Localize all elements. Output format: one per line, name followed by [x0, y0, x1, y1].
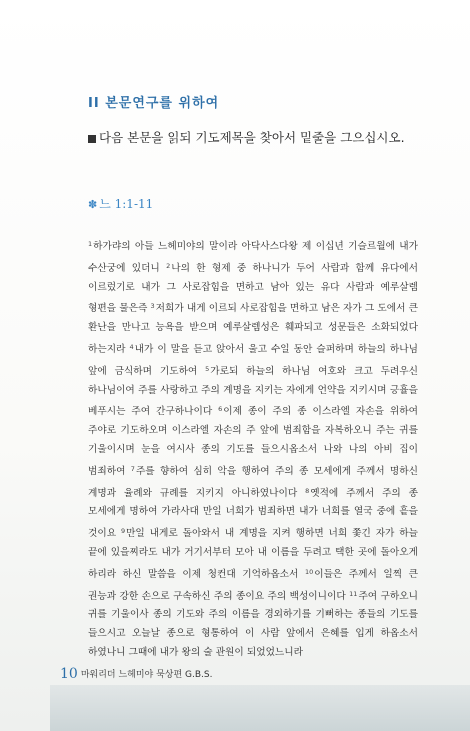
verse-number: 5	[205, 364, 210, 373]
scripture-passage	[88, 235, 418, 663]
scripture-reference	[88, 195, 153, 212]
verse-number: 2	[166, 261, 171, 270]
verse-text: 가로되 하늘의 하나님 여호와 크고 두려우신 하나님이여 주를 사랑하고 주의 계명을 지키는 자에게 언약을 지키시며 긍휼을 베푸시는 주여 간구하나이다	[88, 365, 418, 418]
instruction-line	[88, 128, 405, 146]
verse-text: 저희가 내게 이르되 사로잡힘을 면하고 남은 자가 그 도에서 큰 환난을 만나고 능욕을 받으며 예루살렘성은 훼파되고 성문들은 소화되었다 하는지라	[88, 303, 418, 355]
page-footer	[60, 666, 213, 682]
square-bullet-icon	[88, 135, 96, 143]
verse-number: 10	[304, 567, 314, 576]
verse-number: 4	[129, 342, 134, 351]
verse-text: 하가랴의 아들 느헤미야의 말이라 아닥사스다왕 제 이십년 기슬르월에 내가 수산궁에 있더니	[88, 241, 418, 274]
verse-number: 9	[120, 527, 126, 536]
footer-band	[50, 685, 470, 731]
verse-number: 8	[305, 486, 310, 495]
verse-text: 만일 내게로 돌아와서 내 계명을 지켜 행하면 너희 쫓긴 자가 하늘 끝에 있을찌라도 내가 거기서부터 모아 내 이름을 두려고 택한 곳에 돌아오게 하리라 하신 말씀을 이제 청컨대 기억하옵소서	[88, 528, 418, 580]
section-title: II 본문연구를 위하여	[88, 96, 220, 111]
verse-text: 이들은 주께서 일찍 큰 권능과 강한 손으로 구속하신 주의 종이요 주의 백성이니이다	[88, 568, 418, 602]
verse-number: 11	[349, 589, 358, 598]
verse-number: 1	[88, 240, 93, 248]
verse-text: 주를 향하여 심히 악을 행하여 주의 종 모세에게 주께서 명하신 계명과 율례와 규례를 지키지 아니하였나이다	[88, 465, 418, 499]
reference-text: 느 1:1-11	[99, 197, 154, 211]
verse-text: 이제 종이 주의 종 이스라엘 자손을 위하여 주야로 기도하오며 이스라엘 자손의 주 앞에 범죄함을 자복하오니 주는 귀를 기울이시며 눈을 여시사 종의 기도를 들으시옵소서 나와 나의 아비 집이 범죄하여	[88, 406, 418, 477]
verse-number: 6	[218, 405, 223, 414]
verse-text: 옛적에 주께서 주의 종 모세에게 명하여 가라사대 만일 너희가 범죄하면 내가 너희를 열국 중에 흩을 것이요	[88, 487, 418, 540]
page-number: 10	[60, 666, 78, 682]
verse-number: 7	[130, 464, 135, 473]
verse-text: 내가 이 말을 듣고 앉아서 울고 수일 동안 슬퍼하며 하늘의 하나님 앞에 금식하며 기도하여	[88, 343, 418, 377]
asterisk-icon: ✽	[88, 198, 98, 211]
verse-text: 나의 한 형제 중 하나니가 두어 사람과 함께 유다에서 이르렀기로 내가 그 사로잡힘을 면하고 남아 있는 유다 사람과 예루살렘 형편을 물은즉	[88, 262, 418, 315]
running-title: 마워리더 느헤미야 묵상편 G.B.S.	[80, 670, 213, 680]
verse-text: 주여 구하오니 귀를 기울이사 종의 기도와 주의 이름을 경외하기를 기뻐하는 종들의 기도를 들으시고 오늘날 종으로 형통하여 이 사람 앞에서 은혜를 입게 하옵소서 하였나니 그때에 내가 왕의 술 관원이 되었었느니라	[88, 590, 418, 658]
verse-number: 3	[150, 302, 155, 311]
instruction-text: 다음 본문을 읽되 기도제목을 찾아서 밑줄을 그으십시오.	[99, 130, 405, 145]
